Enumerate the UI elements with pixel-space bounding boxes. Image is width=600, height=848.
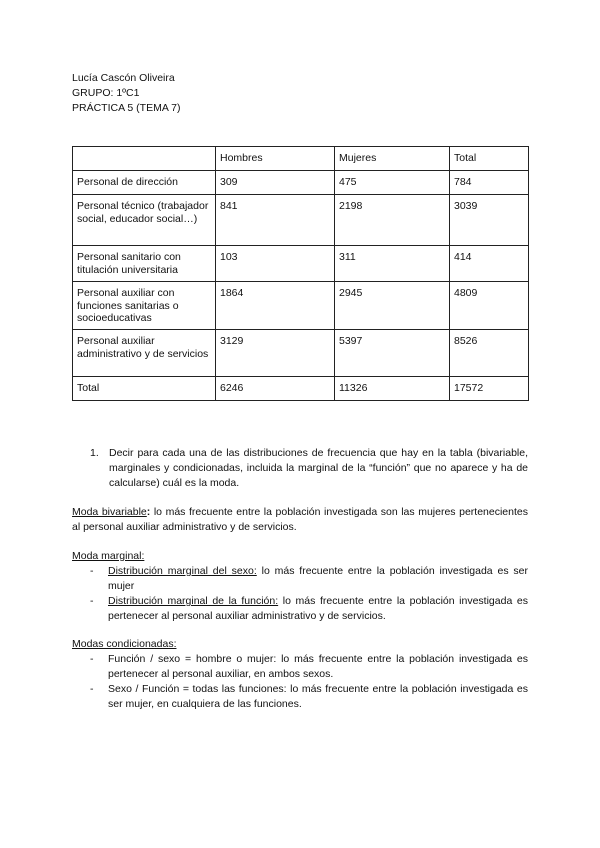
- item-text: lo más frecuente entre la población investigada es ser mujer: [108, 565, 528, 592]
- table-cell: Personal auxiliar con funciones sanitarias o socioeducativas: [73, 282, 216, 330]
- header-cell: Hombres: [216, 147, 335, 171]
- table-row: [73, 246, 529, 282]
- table-cell: 1864: [216, 282, 335, 330]
- modas-condicionadas-section: [72, 637, 528, 712]
- table-cell: 4809: [450, 282, 529, 330]
- item-label: Distribución marginal de la función:: [108, 595, 279, 607]
- question-number: 1.: [90, 447, 99, 459]
- list-dash: -: [90, 565, 94, 577]
- list-item: [90, 564, 528, 594]
- question-text: Decir para cada una de las distribuciones de frecuencia que hay en la tabla (bivariable, marginales y condicionadas, incluida la marginal de la “función” que no aparece y ha de calcularse) cuál es la moda.: [109, 447, 528, 489]
- table-cell: 5397: [335, 330, 450, 377]
- moda-bivariable-text: lo más frecuente entre la población investigada son las mujeres pertenecientes al personal auxiliar administrativo y de servicios.: [72, 506, 528, 533]
- list-dash: -: [90, 683, 94, 695]
- table-cell: 2198: [335, 195, 450, 246]
- document-header: [72, 71, 181, 116]
- author-name: Lucía Cascón Oliveira: [72, 72, 175, 84]
- table-cell: 103: [216, 246, 335, 282]
- table-cell: Personal sanitario con titulación universitaria: [73, 246, 216, 282]
- question-1: [90, 446, 528, 491]
- table-cell: 3129: [216, 330, 335, 377]
- table-cell: 3039: [450, 195, 529, 246]
- table-cell: Personal de dirección: [73, 171, 216, 195]
- moda-bivariable-colon: :: [146, 506, 151, 518]
- table-cell: 841: [216, 195, 335, 246]
- table-cell: 6246: [216, 377, 335, 401]
- frequency-table: [72, 146, 529, 401]
- table-cell: Total: [73, 377, 216, 401]
- table-cell: 784: [450, 171, 529, 195]
- table-cell: 414: [450, 246, 529, 282]
- list-dash: -: [90, 653, 94, 665]
- moda-marginal-section: [72, 549, 528, 624]
- item-text: Función / sexo = hombre o mujer: lo más frecuente entre la población investigada es pertenecer al personal auxiliar, en ambos sexos.: [108, 653, 528, 680]
- table-cell: 8526: [450, 330, 529, 377]
- practice-title: PRÁCTICA 5 (TEMA 7): [72, 102, 181, 114]
- table-row: [73, 282, 529, 330]
- table-row: [73, 171, 529, 195]
- table-cell: 2945: [335, 282, 450, 330]
- list-item: [90, 682, 528, 712]
- list-item: [90, 594, 528, 624]
- table-cell: 475: [335, 171, 450, 195]
- group-label: GRUPO: 1ºC1: [72, 87, 140, 99]
- header-cell: Mujeres: [335, 147, 450, 171]
- table-cell: Personal auxiliar administrativo y de servicios: [73, 330, 216, 377]
- table-cell: Personal técnico (trabajador social, educador social…): [73, 195, 216, 246]
- table-cell: 311: [335, 246, 450, 282]
- header-cell: [73, 147, 216, 171]
- item-text: lo más frecuente entre la población investigada es pertenecer al personal auxiliar administrativo y de servicios.: [108, 595, 528, 622]
- table-header-row: [73, 147, 529, 171]
- item-label: Distribución marginal del sexo:: [108, 565, 257, 577]
- table-cell: 11326: [335, 377, 450, 401]
- moda-bivariable-section: [72, 505, 528, 535]
- moda-bivariable-title: Moda bivariable: [72, 506, 147, 518]
- table-total-row: [73, 377, 529, 401]
- modas-condicionadas-title: Modas condicionadas:: [72, 638, 177, 650]
- table-row: [73, 195, 529, 246]
- list-item: [90, 652, 528, 682]
- table-cell: 309: [216, 171, 335, 195]
- table-row: [73, 330, 529, 377]
- moda-marginal-title: Moda marginal:: [72, 550, 145, 562]
- list-dash: -: [90, 595, 94, 607]
- header-cell: Total: [450, 147, 529, 171]
- table-cell: 17572: [450, 377, 529, 401]
- item-text: Sexo / Función = todas las funciones: lo más frecuente entre la población investigada es ser mujer, en cualquiera de las funciones.: [108, 683, 528, 710]
